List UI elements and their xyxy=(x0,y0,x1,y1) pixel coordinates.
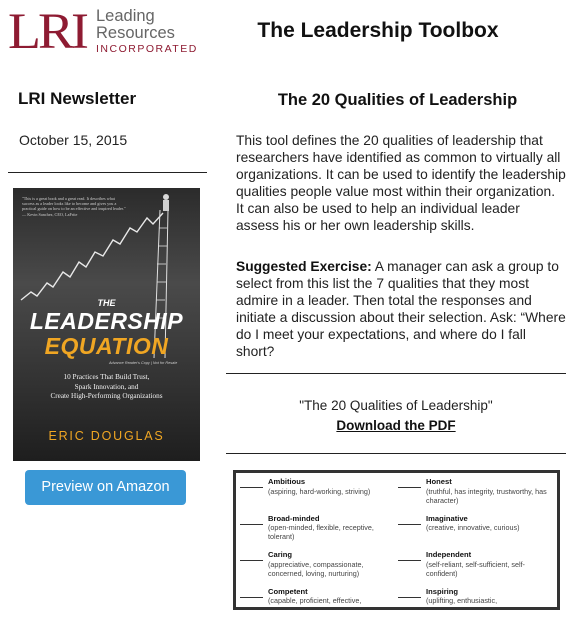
page-title: The Leadership Toolbox xyxy=(223,19,533,43)
book-title-line-1: LEADERSHIP xyxy=(13,308,200,335)
book-quote: "This is a great book and a great read. It describes what success as a leader looks like to become and gives you a practical guide on how to be an effective and inspired leader." — Kevin Sanchez, CEO, LaFrite xyxy=(22,196,126,217)
logo-line-3: INCORPORATED xyxy=(96,42,198,56)
rank-blank xyxy=(398,524,421,525)
book-subtitle-2: Spark Innovation, and xyxy=(75,383,139,391)
quality-name: Caring xyxy=(268,550,390,560)
book-cover-image[interactable] xyxy=(13,188,200,461)
lri-logo[interactable] xyxy=(8,6,178,58)
rank-blank xyxy=(240,487,263,488)
quality-desc: (truthful, has integrity, trustworthy, has character) xyxy=(426,487,548,505)
section-title: The 20 Qualities of Leadership xyxy=(225,91,570,110)
quality-desc: (open-minded, flexible, receptive, tolerant) xyxy=(268,523,390,541)
rank-blank xyxy=(240,597,263,598)
qualities-column-right xyxy=(398,477,548,623)
quality-desc: (aspiring, hard-working, striving) xyxy=(268,487,390,496)
intro-paragraph: This tool defines the 20 qualities of leadership that researchers have identified as common to virtually all organizations. It can be used to identify the leadership qualities people value most within their organization. It can also be used to help an individual leader assess his or her own leadership skills. xyxy=(236,132,566,234)
rank-blank xyxy=(398,560,421,561)
newsletter-date: October 15, 2015 xyxy=(19,132,127,148)
divider xyxy=(8,172,207,173)
divider xyxy=(226,373,566,374)
logo-line-2: Resources xyxy=(96,24,175,42)
quality-desc: (capable, proficient, effective, xyxy=(268,596,390,605)
quality-name: Ambitious xyxy=(268,477,390,487)
book-author: ERIC DOUGLAS xyxy=(13,429,200,443)
rank-blank xyxy=(398,487,421,488)
quality-item xyxy=(240,550,390,587)
rank-blank xyxy=(398,597,421,598)
pdf-caption: "The 20 Qualities of Leadership" xyxy=(226,398,566,413)
exercise-text: A manager can ask a group to select from this list the 7 qualities that they most admire in a leader. Then total the responses and initiate a discussion about their selection. Ask: “Where do I meet your expectations, and where do I fall short? xyxy=(236,259,566,359)
pdf-preview-image[interactable] xyxy=(233,470,560,610)
quality-item xyxy=(398,550,548,587)
divider xyxy=(226,453,566,454)
quality-desc: (self-reliant, self-sufficient, self-confident) xyxy=(426,560,548,578)
book-note: Advance Reader's Copy | Not for Resale xyxy=(109,361,177,365)
book-subtitle xyxy=(13,373,200,402)
book-subtitle-1: 10 Practices That Build Trust, xyxy=(64,373,150,381)
logo-line-1: Leading xyxy=(96,7,155,25)
book-title-prefix: THE xyxy=(13,298,200,308)
quality-name: Broad-minded xyxy=(268,514,390,524)
exercise-paragraph xyxy=(236,258,566,360)
book-title-line-2: EQUATION xyxy=(13,333,200,360)
book-subtitle-3: Create High-Performing Organizations xyxy=(50,392,162,400)
quality-item xyxy=(240,477,390,514)
preview-on-amazon-button[interactable]: Preview on Amazon xyxy=(25,470,186,505)
quality-desc: (appreciative, compassionate, concerned, loving, nurturing) xyxy=(268,560,390,578)
download-pdf-link[interactable]: Download the PDF xyxy=(226,418,566,433)
quality-desc: (uplifting, enthusiastic, xyxy=(426,596,548,605)
quality-item xyxy=(240,587,390,623)
quality-name: Honest xyxy=(426,477,548,487)
logo-wordmark xyxy=(96,8,198,56)
quality-name: Independent xyxy=(426,550,548,560)
quality-item xyxy=(398,514,548,551)
exercise-label: Suggested Exercise: xyxy=(236,259,372,274)
quality-item xyxy=(398,477,548,514)
quality-item xyxy=(240,514,390,551)
quality-name: Imaginative xyxy=(426,514,548,524)
rank-blank xyxy=(240,524,263,525)
rank-blank xyxy=(240,560,263,561)
quality-item xyxy=(398,587,548,623)
newsletter-title: LRI Newsletter xyxy=(18,89,136,109)
quality-name: Competent xyxy=(268,587,390,597)
logo-mark: LRI xyxy=(8,6,86,55)
quality-name: Inspiring xyxy=(426,587,548,597)
qualities-column-left xyxy=(240,477,390,623)
quality-desc: (creative, innovative, curious) xyxy=(426,523,548,532)
